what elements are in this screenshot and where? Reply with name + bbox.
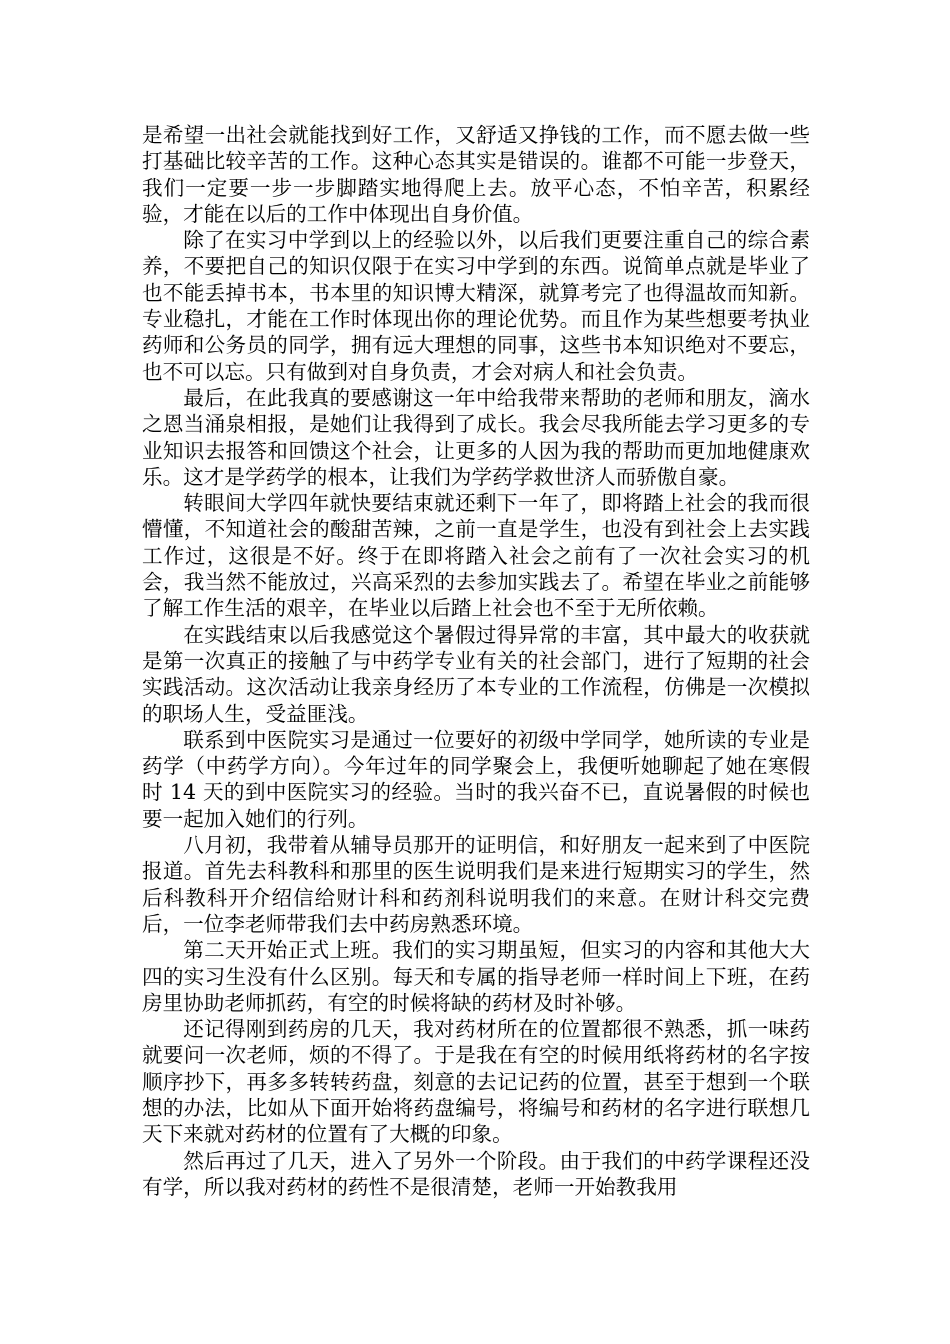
paragraph-7: 八月初，我带着从辅导员那开的证明信，和好朋友一起来到了中医院报道。首先去科教科和那里的医生说明我们是来进行短期实习的学生，然后科教科开介绍信给财计科和药剂科说明我们的来意。在财计科交完费后，一位李老师带我们去中药房熟悉环境。	[142, 833, 810, 936]
paragraph-9: 还记得刚到药房的几天，我对药材所在的位置都很不熟悉，抓一味药就要问一次老师，烦的不得了。于是我在有空的时候用纸将药材的名字按顺序抄下，再多多转转药盘，刻意的去记记药的位置，甚至于想到一个联想的办法，比如从下面开始将药盘编号，将编号和药材的名字进行联想几天下来就对药材的位置有了大概的印象。	[142, 1017, 810, 1147]
document-body	[142, 122, 810, 1200]
paragraph-10: 然后再过了几天，进入了另外一个阶段。由于我们的中药学课程还没有学，所以我对药材的药性不是很清楚，老师一开始教我用	[142, 1148, 810, 1199]
paragraph-4: 转眼间大学四年就快要结束就还剩下一年了，即将踏上社会的我而很懵懂，不知道社会的酸甜苦辣，之前一直是学生，也没有到社会上去实践工作过，这很是不好。终于在即将踏入社会之前有了一次社会实习的机会，我当然不能放过，兴高采烈的去参加实践去了。希望在毕业之前能够了解工作生活的艰辛，在毕业以后踏上社会也不至于无所依赖。	[142, 491, 810, 621]
paragraph-5: 在实践结束以后我感觉这个暑假过得异常的丰富，其中最大的收获就是第一次真正的接触了与中药学专业有关的社会部门，进行了短期的社会实践活动。这次活动让我亲身经历了本专业的工作流程，仿佛是一次模拟的职场人生，受益匪浅。	[142, 622, 810, 726]
paragraph-8: 第二天开始正式上班。我们的实习期虽短，但实习的内容和其他大大四的实习生没有什么区别。每天和专属的指导老师一样时间上下班，在药房里协助老师抓药，有空的时候将缺的药材及时补够。	[142, 938, 810, 1015]
paragraph-6: 联系到中医院实习是通过一位要好的初级中学同学，她所读的专业是药学（中药学方向）。今年过年的同学聚会上，我便听她聊起了她在寒假时 14 天的到中医院实习的经验。当时的我兴奋不已，直说暑假的时候也要一起加入她们的行列。	[142, 727, 810, 831]
paragraph-1: 是希望一出社会就能找到好工作，又舒适又挣钱的工作，而不愿去做一些打基础比较辛苦的工作。这种心态其实是错误的。谁都不可能一步登天，我们一定要一步一步脚踏实地得爬上去。放平心态，不怕辛苦，积累经验，才能在以后的工作中体现出自身价值。	[142, 123, 810, 226]
paragraph-3: 最后，在此我真的要感谢这一年中给我带来帮助的老师和朋友，滴水之恩当涌泉相报，是她们让我得到了成长。我会尽我所能去学习更多的专业知识去报答和回馈这个社会，让更多的人因为我的帮助而更加地健康欢乐。这才是学药学的根本，让我们为学药学救世济人而骄傲自豪。	[142, 385, 810, 489]
paragraph-2: 除了在实习中学到以上的经验以外，以后我们更要注重自己的综合素养，不要把自己的知识仅限于在实习中学到的东西。说简单点就是毕业了也不能丢掉书本，书本里的知识博大精深，就算考完了也得温故而知新。专业稳扎，才能在工作时体现出你的理论优势。而且作为某些想要考执业药师和公务员的同学，拥有远大理想的同事，这些书本知识绝对不要忘，也不可以忘。只有做到对自身负责，才会对病人和社会负责。	[142, 228, 810, 384]
